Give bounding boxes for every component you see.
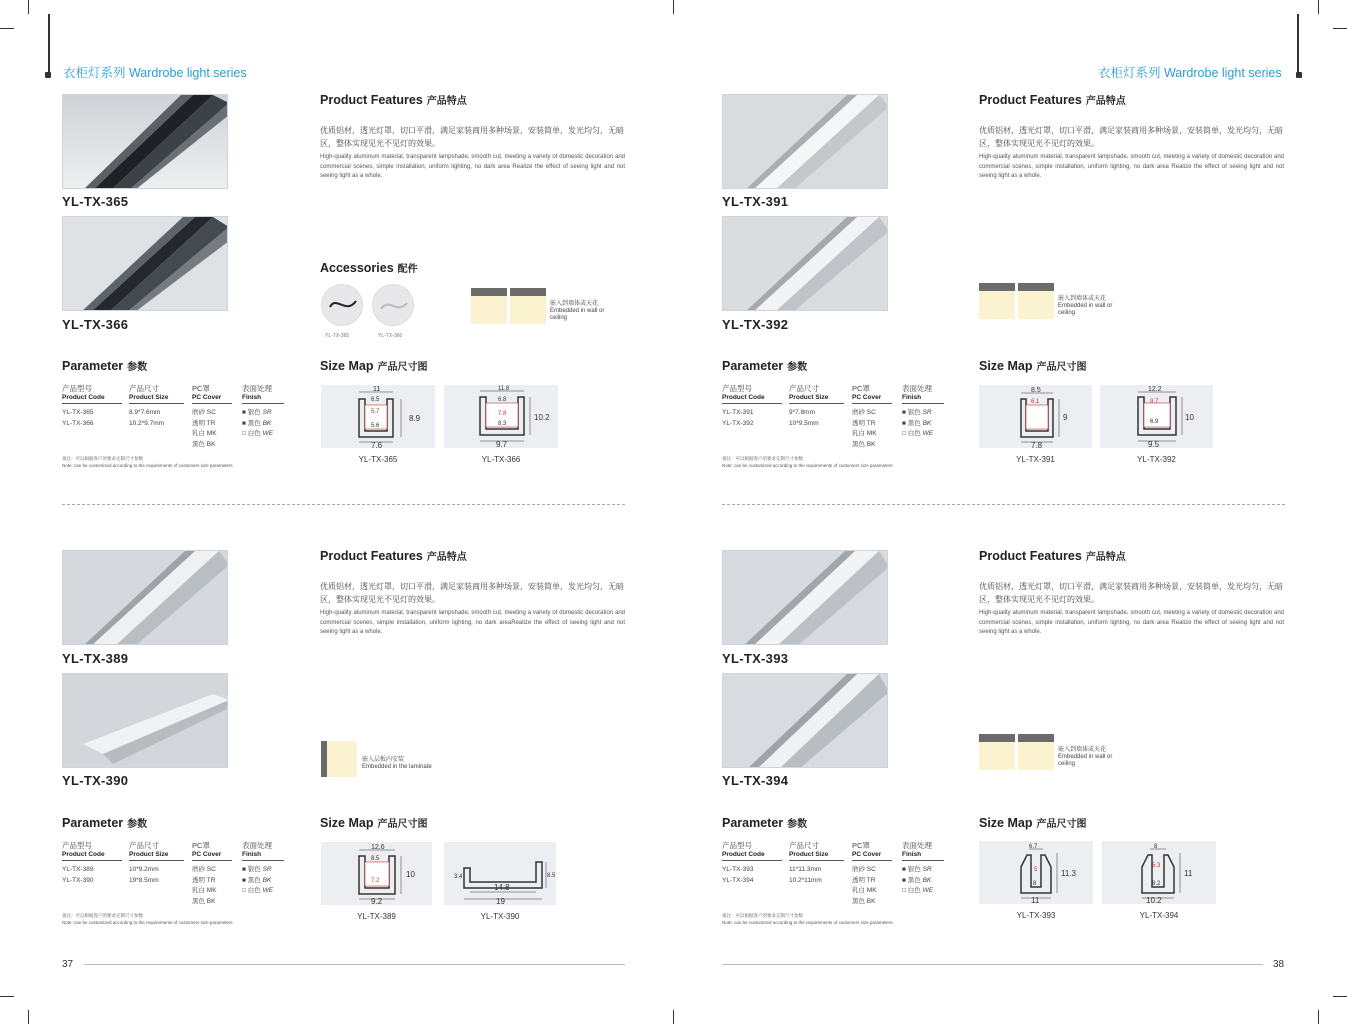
- cell: YL-TX-365: [62, 409, 94, 416]
- install-wall-image: [1018, 283, 1054, 319]
- install-wall-image: [979, 734, 1015, 770]
- col-header: Product Size: [129, 851, 184, 861]
- install-caption: [1058, 296, 1128, 317]
- cell: 11*11.3mm: [789, 866, 822, 873]
- col-header: Finish: [902, 851, 944, 861]
- dim-label: 3.4: [454, 874, 463, 880]
- cell: YL-TX-389: [62, 866, 94, 873]
- finish-mark: ■: [242, 876, 246, 884]
- cell: 8.9*7.6mm: [129, 409, 161, 416]
- note-en: Note: can be customized according to the requirements of customers size parameters: [62, 463, 233, 468]
- crop-mark: [28, 0, 29, 14]
- size-caption: YL-TX-365: [358, 455, 398, 464]
- finish-cn: 白色: [907, 887, 921, 894]
- cell: 黑色 BK: [192, 897, 216, 905]
- size-caption: YL-TX-366: [481, 455, 521, 464]
- dim-label: 9.2: [371, 897, 383, 905]
- finish-mark: ■: [902, 876, 906, 884]
- finish-en: BK: [262, 419, 272, 427]
- finish-en: WE: [922, 887, 934, 894]
- accessory-cable-image: [321, 284, 363, 326]
- parameter-heading: [722, 358, 807, 373]
- section-divider: [722, 504, 1285, 505]
- crop-mark: [1318, 1010, 1319, 1024]
- cell: 10.2*11mm: [789, 876, 822, 884]
- finish-item: [242, 429, 284, 440]
- note-en: Note: can be customized according to the requirements of customers size parameters: [722, 463, 893, 468]
- install-wall-image: [510, 288, 546, 324]
- cell: YL-TX-394: [722, 876, 754, 884]
- dim-label: 10.2: [1146, 896, 1162, 904]
- parameter-cn: 参数: [127, 819, 148, 830]
- size-caption: YL-TX-394: [1139, 911, 1179, 920]
- install-en: Embedded in wall or ceiling: [1058, 754, 1113, 767]
- col-header: Product Code: [62, 851, 122, 861]
- cell: 10*9.5mm: [789, 419, 819, 427]
- sizemap-heading: [320, 815, 428, 830]
- parameter-table: [62, 383, 292, 458]
- finish-mark: ■: [902, 419, 906, 427]
- features-cn: 产品特点: [1085, 552, 1126, 563]
- col-header: Product Code: [722, 394, 782, 404]
- install-cn: 嵌入到墙体或天花: [550, 301, 599, 307]
- parameter-cn: 参数: [787, 362, 808, 373]
- accessory-caption: YL-TX-365: [325, 333, 350, 339]
- cell: YL-TX-366: [62, 419, 94, 427]
- parameter-table: [62, 840, 292, 915]
- col-header: 产品尺寸: [789, 841, 819, 850]
- size-caption: YL-TX-392: [1137, 455, 1176, 464]
- col-header: 产品型号: [722, 841, 752, 850]
- features-cn: 产品特点: [1085, 96, 1126, 107]
- col-header: PC Cover: [852, 394, 892, 404]
- install-cn: 嵌入到墙体或天花: [1058, 296, 1107, 302]
- desc-cn: 优质铝材，透光灯罩，切口平滑，满足家装商用多种场景，安装简单，发光均匀，无暗区，整体实现见光不见灯的效果。: [320, 126, 624, 148]
- sizemap-cn: 产品尺寸图: [1036, 362, 1087, 373]
- dim-label: 6.7: [1029, 844, 1038, 850]
- product-photo: [722, 216, 888, 311]
- features-cn: 产品特点: [426, 96, 467, 107]
- finish-mark: □: [242, 430, 246, 437]
- dim-label: 14.8: [494, 883, 510, 892]
- parameter-cn: 参数: [787, 819, 808, 830]
- dim-label: 5.7: [371, 409, 380, 415]
- col-header: Product Code: [62, 394, 122, 404]
- cell: 黑色 BK: [192, 440, 216, 448]
- section-divider: [62, 504, 625, 505]
- note: [62, 455, 233, 469]
- series-title-right: 衣柜灯系列 Wardrobe light series: [1098, 66, 1282, 80]
- finish-en: SR: [262, 866, 272, 873]
- finish-en: WE: [262, 887, 274, 894]
- col-header: 产品型号: [62, 384, 92, 393]
- dim-label: 9: [1063, 413, 1068, 422]
- cell: 磨砂 SC: [192, 866, 216, 873]
- dim-label: 11: [1031, 896, 1040, 904]
- product-photo: [722, 550, 888, 645]
- cell: 乳白 MK: [192, 430, 217, 437]
- features-en: Product Features: [320, 93, 423, 107]
- cell: YL-TX-393: [722, 866, 754, 873]
- cell: 黑色 BK: [852, 897, 876, 905]
- cell: YL-TX-390: [62, 876, 94, 884]
- parameter-table: [722, 383, 952, 458]
- install-cn: 嵌入层板内安装: [362, 757, 405, 763]
- features-en: Product Features: [979, 549, 1082, 563]
- cell: 乳白 MK: [192, 887, 217, 894]
- col-header: 表面处理: [902, 841, 932, 850]
- note-en: Note: can be customized according to the requirements of customers size parameters: [722, 920, 893, 925]
- finish-item: [902, 408, 944, 419]
- finish-item: [902, 865, 944, 876]
- size-diagram: [1102, 841, 1216, 904]
- install-caption: [1058, 747, 1128, 768]
- footer-rule: [722, 964, 1263, 965]
- sizemap-heading: [979, 815, 1087, 830]
- cell: 透明 TR: [852, 876, 876, 884]
- dim-label: 12.2: [1148, 386, 1162, 393]
- cell: 透明 TR: [852, 419, 876, 427]
- finish-item: [902, 876, 944, 887]
- accessories-en: Accessories: [320, 261, 394, 275]
- col-header: Finish: [242, 394, 284, 404]
- note-cn: 备注：可以根据客户的要求定制尺寸参数: [722, 456, 803, 461]
- dim-label: 6.8: [498, 397, 507, 403]
- dim-label: 8.9: [409, 414, 421, 423]
- finish-en: WE: [262, 430, 274, 437]
- desc-cn: 优质铝材，透光灯罩，切口平滑，满足家装商用多种场景，安装简单，发光均匀，无暗区，整体实现见光不见灯的效果。: [979, 582, 1283, 604]
- col-header: Finish: [902, 394, 944, 404]
- finish-mark: □: [902, 887, 906, 894]
- features-heading: [320, 548, 467, 563]
- col-header: PC罩: [192, 384, 210, 393]
- parameter-table: [722, 840, 952, 915]
- col-header: PC Cover: [192, 851, 232, 861]
- col-header: PC Cover: [852, 851, 892, 861]
- dim-label: 5.3: [1152, 863, 1161, 869]
- parameter-en: Parameter: [722, 816, 784, 830]
- install-wall-image: [471, 288, 507, 324]
- features-en: Product Features: [320, 549, 423, 563]
- cell: 乳白 MK: [852, 887, 877, 894]
- product-photo: [62, 94, 228, 189]
- size-diagram: [444, 842, 556, 905]
- accessory-cable-image: [372, 284, 414, 326]
- dim-label: 8.2: [1152, 881, 1161, 887]
- crop-mark: [673, 0, 674, 14]
- install-caption: [550, 301, 620, 322]
- finish-cn: 银色: [247, 409, 261, 416]
- size-diagram: [321, 842, 432, 905]
- dim-label: 5: [1034, 867, 1038, 873]
- dim-label: 11: [373, 386, 381, 393]
- dim-label: 11.8: [498, 386, 510, 392]
- install-laminate-image: [321, 741, 357, 777]
- install-en: Embedded in the laminate: [362, 764, 432, 770]
- sizemap-cn: 产品尺寸图: [377, 362, 428, 373]
- col-header: 产品尺寸: [129, 841, 159, 850]
- product-code: YL-TX-391: [722, 194, 789, 209]
- finish-mark: ■: [902, 409, 906, 416]
- col-header: 产品尺寸: [129, 384, 159, 393]
- col-header: 表面处理: [242, 384, 272, 393]
- install-en: Embedded in wall or ceiling: [550, 308, 605, 321]
- finish-item: [902, 886, 944, 897]
- finish-mark: ■: [902, 866, 906, 873]
- dim-label: 6.1: [1031, 399, 1040, 405]
- install-caption: [362, 757, 452, 771]
- dim-label: 19: [496, 897, 505, 905]
- product-code: YL-TX-394: [722, 773, 789, 788]
- size-caption: YL-TX-389: [357, 912, 396, 921]
- sizemap-heading: [979, 358, 1087, 373]
- dim-label: 9.7: [496, 440, 508, 448]
- finish-cn: 黑色: [247, 419, 261, 427]
- finish-en: BK: [922, 419, 932, 427]
- dim-label: 7.6: [371, 441, 383, 448]
- col-header: PC Cover: [192, 394, 232, 404]
- desc-en: High-quality aluminum material, transparent lampshade, smooth cut, meeting a variety of domestic decoration and commercial scenes, simple installation, uniform lighting, no dark area Realize the effect of seeing light and not seeing light as a whole.: [979, 610, 1284, 635]
- size-diagram: [1100, 385, 1213, 448]
- finish-en: WE: [922, 430, 934, 437]
- note-en: Note: can be customized according to the requirements of customers size parameters: [62, 920, 233, 925]
- dim-label: 10.2: [534, 413, 550, 422]
- dim-label: 6.9: [1150, 419, 1159, 425]
- finish-cn: 银色: [907, 409, 921, 416]
- size-diagram: [979, 841, 1093, 904]
- install-en: Embedded in wall or ceiling: [1058, 303, 1113, 316]
- dim-label: 11: [1184, 869, 1193, 878]
- sizemap-cn: 产品尺寸图: [1036, 819, 1087, 830]
- note-cn: 备注：可以根据客户的要求定制尺寸参数: [722, 913, 803, 918]
- col-header: Finish: [242, 851, 284, 861]
- features-heading: [320, 92, 467, 107]
- finish-en: SR: [922, 409, 932, 416]
- finish-item: [902, 419, 944, 430]
- col-header: PC罩: [852, 384, 870, 393]
- dim-label: 7.2: [371, 878, 380, 884]
- note-cn: 备注：可以根据客户的要求定制尺寸参数: [62, 456, 143, 461]
- col-header: PC罩: [852, 841, 870, 850]
- finish-cn: 白色: [907, 430, 921, 437]
- finish-en: SR: [262, 409, 272, 416]
- desc-cn: 优质铝材，透光灯罩，切口平滑，满足家装商用多种场景，安装简单，发光均匀，无暗区，整体实现见光不见灯的效果。: [979, 126, 1283, 148]
- col-header: Product Size: [789, 394, 844, 404]
- desc-cn: 优质铝材，透光灯罩，切口平滑，满足家装商用多种场景，安装简单，发光均匀，无暗区，整体实现见光不见灯的效果。: [320, 582, 624, 604]
- install-wall-image: [1018, 734, 1054, 770]
- dim-label: 8.5: [1031, 387, 1041, 394]
- accessories-heading: [320, 260, 418, 275]
- dim-label: 8.5: [371, 856, 380, 862]
- finish-mark: ■: [242, 419, 246, 427]
- size-diagram: [444, 385, 558, 448]
- sizemap-en: Size Map: [979, 816, 1033, 830]
- footer-rule: [84, 964, 625, 965]
- product-code: YL-TX-366: [62, 317, 129, 332]
- cell: 透明 TR: [192, 419, 216, 427]
- col-header: Product Size: [129, 394, 184, 404]
- features-en: Product Features: [979, 93, 1082, 107]
- col-header: 产品型号: [62, 841, 92, 850]
- crop-mark: [1333, 28, 1347, 29]
- cell: 19*8.5mm: [129, 876, 159, 884]
- finish-item: [242, 886, 284, 897]
- product-code: YL-TX-389: [62, 651, 129, 666]
- header-rule: [48, 14, 50, 76]
- desc-en: High-quality aluminum material, transparent lampshade, smooth cut, meeting a variety of domestic decoration and commercial scenes, simple installation, uniform lighting, no dark area Realize the effect of seeing light and not seeing light as a whole.: [320, 154, 625, 179]
- desc-en: High-quality aluminum material, transparent lampshade, smooth cut, meeting a variety of domestic decoration and commercial scenes, simple installation, uniform lighting, no dark area Realize the effect of seeing light and not seeing light as a whole.: [979, 154, 1284, 179]
- parameter-en: Parameter: [722, 359, 784, 373]
- size-caption: YL-TX-391: [1016, 455, 1055, 464]
- dim-label: 10: [1185, 413, 1194, 422]
- parameter-en: Parameter: [62, 816, 124, 830]
- page-number-left: 37: [62, 959, 74, 970]
- finish-item: [242, 876, 284, 887]
- product-code: YL-TX-390: [62, 773, 129, 788]
- accessory-caption: YL-TX-366: [378, 333, 403, 339]
- install-wall-image: [979, 283, 1015, 319]
- cell: 磨砂 SC: [852, 866, 876, 873]
- finish-mark: ■: [242, 409, 246, 416]
- dim-label: 9.5: [1148, 440, 1160, 448]
- size-diagram: [321, 385, 435, 448]
- finish-cn: 银色: [247, 866, 261, 873]
- series-title-left: 衣柜灯系列 Wardrobe light series: [63, 66, 247, 80]
- sizemap-cn: 产品尺寸图: [377, 819, 428, 830]
- product-photo: [722, 94, 888, 189]
- finish-item: [242, 865, 284, 876]
- note-cn: 备注：可以根据客户的要求定制尺寸参数: [62, 913, 143, 918]
- dim-label: 7.8: [498, 411, 507, 417]
- header-dot: [45, 72, 51, 78]
- crop-mark: [0, 996, 14, 997]
- crop-mark: [28, 1010, 29, 1024]
- cell: YL-TX-391: [722, 409, 754, 416]
- finish-mark: ■: [242, 866, 246, 873]
- dim-label: 11.3: [1061, 869, 1076, 878]
- finish-item: [242, 408, 284, 419]
- install-cn: 嵌入到墙体或天花: [1058, 747, 1107, 753]
- crop-mark: [1318, 0, 1319, 14]
- dim-label: 8.3: [498, 421, 507, 427]
- crop-mark: [1333, 996, 1347, 997]
- finish-en: SR: [922, 866, 932, 873]
- product-photo: [722, 673, 888, 768]
- finish-cn: 白色: [247, 887, 261, 894]
- finish-cn: 白色: [247, 430, 261, 437]
- parameter-cn: 参数: [127, 362, 148, 373]
- product-photo: [62, 673, 228, 768]
- col-header: 表面处理: [902, 384, 932, 393]
- finish-en: BK: [922, 876, 932, 884]
- crop-mark: [0, 28, 14, 29]
- size-caption: YL-TX-393: [1016, 911, 1056, 920]
- cell: 乳白 MK: [852, 430, 877, 437]
- finish-item: [902, 429, 944, 440]
- cell: 9*7.8mm: [789, 409, 816, 416]
- finish-cn: 黑色: [907, 876, 921, 884]
- note: [722, 912, 893, 926]
- cell: 磨砂 SC: [852, 409, 876, 416]
- cell: 黑色 BK: [852, 440, 876, 448]
- header-dot: [1296, 72, 1302, 78]
- product-photo: [62, 216, 228, 311]
- col-header: Product Code: [722, 851, 782, 861]
- cell: 10.2*9.7mm: [129, 419, 165, 427]
- sizemap-heading: [320, 358, 428, 373]
- sizemap-en: Size Map: [320, 816, 374, 830]
- cell: YL-TX-392: [722, 419, 754, 427]
- cell: 透明 TR: [192, 876, 216, 884]
- sizemap-en: Size Map: [320, 359, 374, 373]
- features-cn: 产品特点: [426, 552, 467, 563]
- col-header: Product Size: [789, 851, 844, 861]
- dim-label: 8: [1033, 881, 1037, 887]
- dim-label: 8.5: [547, 873, 556, 879]
- finish-cn: 黑色: [247, 876, 261, 884]
- dim-label: 12.6: [371, 844, 385, 851]
- parameter-heading: [62, 815, 147, 830]
- dim-label: 8: [1154, 844, 1158, 850]
- sizemap-en: Size Map: [979, 359, 1033, 373]
- finish-item: [242, 419, 284, 430]
- cell: 磨砂 SC: [192, 409, 216, 416]
- cell: 10*9.2mm: [129, 866, 159, 873]
- crop-mark: [673, 1010, 674, 1024]
- features-heading: [979, 548, 1126, 563]
- parameter-heading: [722, 815, 807, 830]
- finish-mark: □: [902, 430, 906, 437]
- finish-en: BK: [262, 876, 272, 884]
- parameter-heading: [62, 358, 147, 373]
- desc-en: High-quality aluminum material, transparent lampshade, smooth cut, meeting a variety of domestic decoration and commercial scenes, simple installation, uniform lighting, no dark areaRealize the effect of seeing light and not seeing light as a whole.: [320, 610, 625, 635]
- dim-label: 6.5: [371, 397, 380, 403]
- features-heading: [979, 92, 1126, 107]
- page-number-right: 38: [1273, 959, 1285, 970]
- note: [62, 912, 233, 926]
- col-header: 产品尺寸: [789, 384, 819, 393]
- header-rule: [1297, 14, 1299, 76]
- col-header: 产品型号: [722, 384, 752, 393]
- finish-cn: 黑色: [907, 419, 921, 427]
- product-code: YL-TX-365: [62, 194, 129, 209]
- size-diagram: [979, 385, 1092, 448]
- dim-label: 10: [406, 870, 415, 879]
- finish-cn: 银色: [907, 866, 921, 873]
- note: [722, 455, 893, 469]
- col-header: 表面处理: [242, 841, 272, 850]
- dim-label: 5.6: [371, 423, 380, 429]
- col-header: PC罩: [192, 841, 210, 850]
- accessories-cn: 配件: [397, 264, 418, 275]
- product-code: YL-TX-393: [722, 651, 789, 666]
- parameter-en: Parameter: [62, 359, 124, 373]
- product-photo: [62, 550, 228, 645]
- dim-label: 9.7: [1150, 399, 1159, 405]
- finish-mark: □: [242, 887, 246, 894]
- product-code: YL-TX-392: [722, 317, 789, 332]
- size-caption: YL-TX-390: [480, 912, 520, 921]
- dim-label: 7.8: [1031, 441, 1043, 448]
